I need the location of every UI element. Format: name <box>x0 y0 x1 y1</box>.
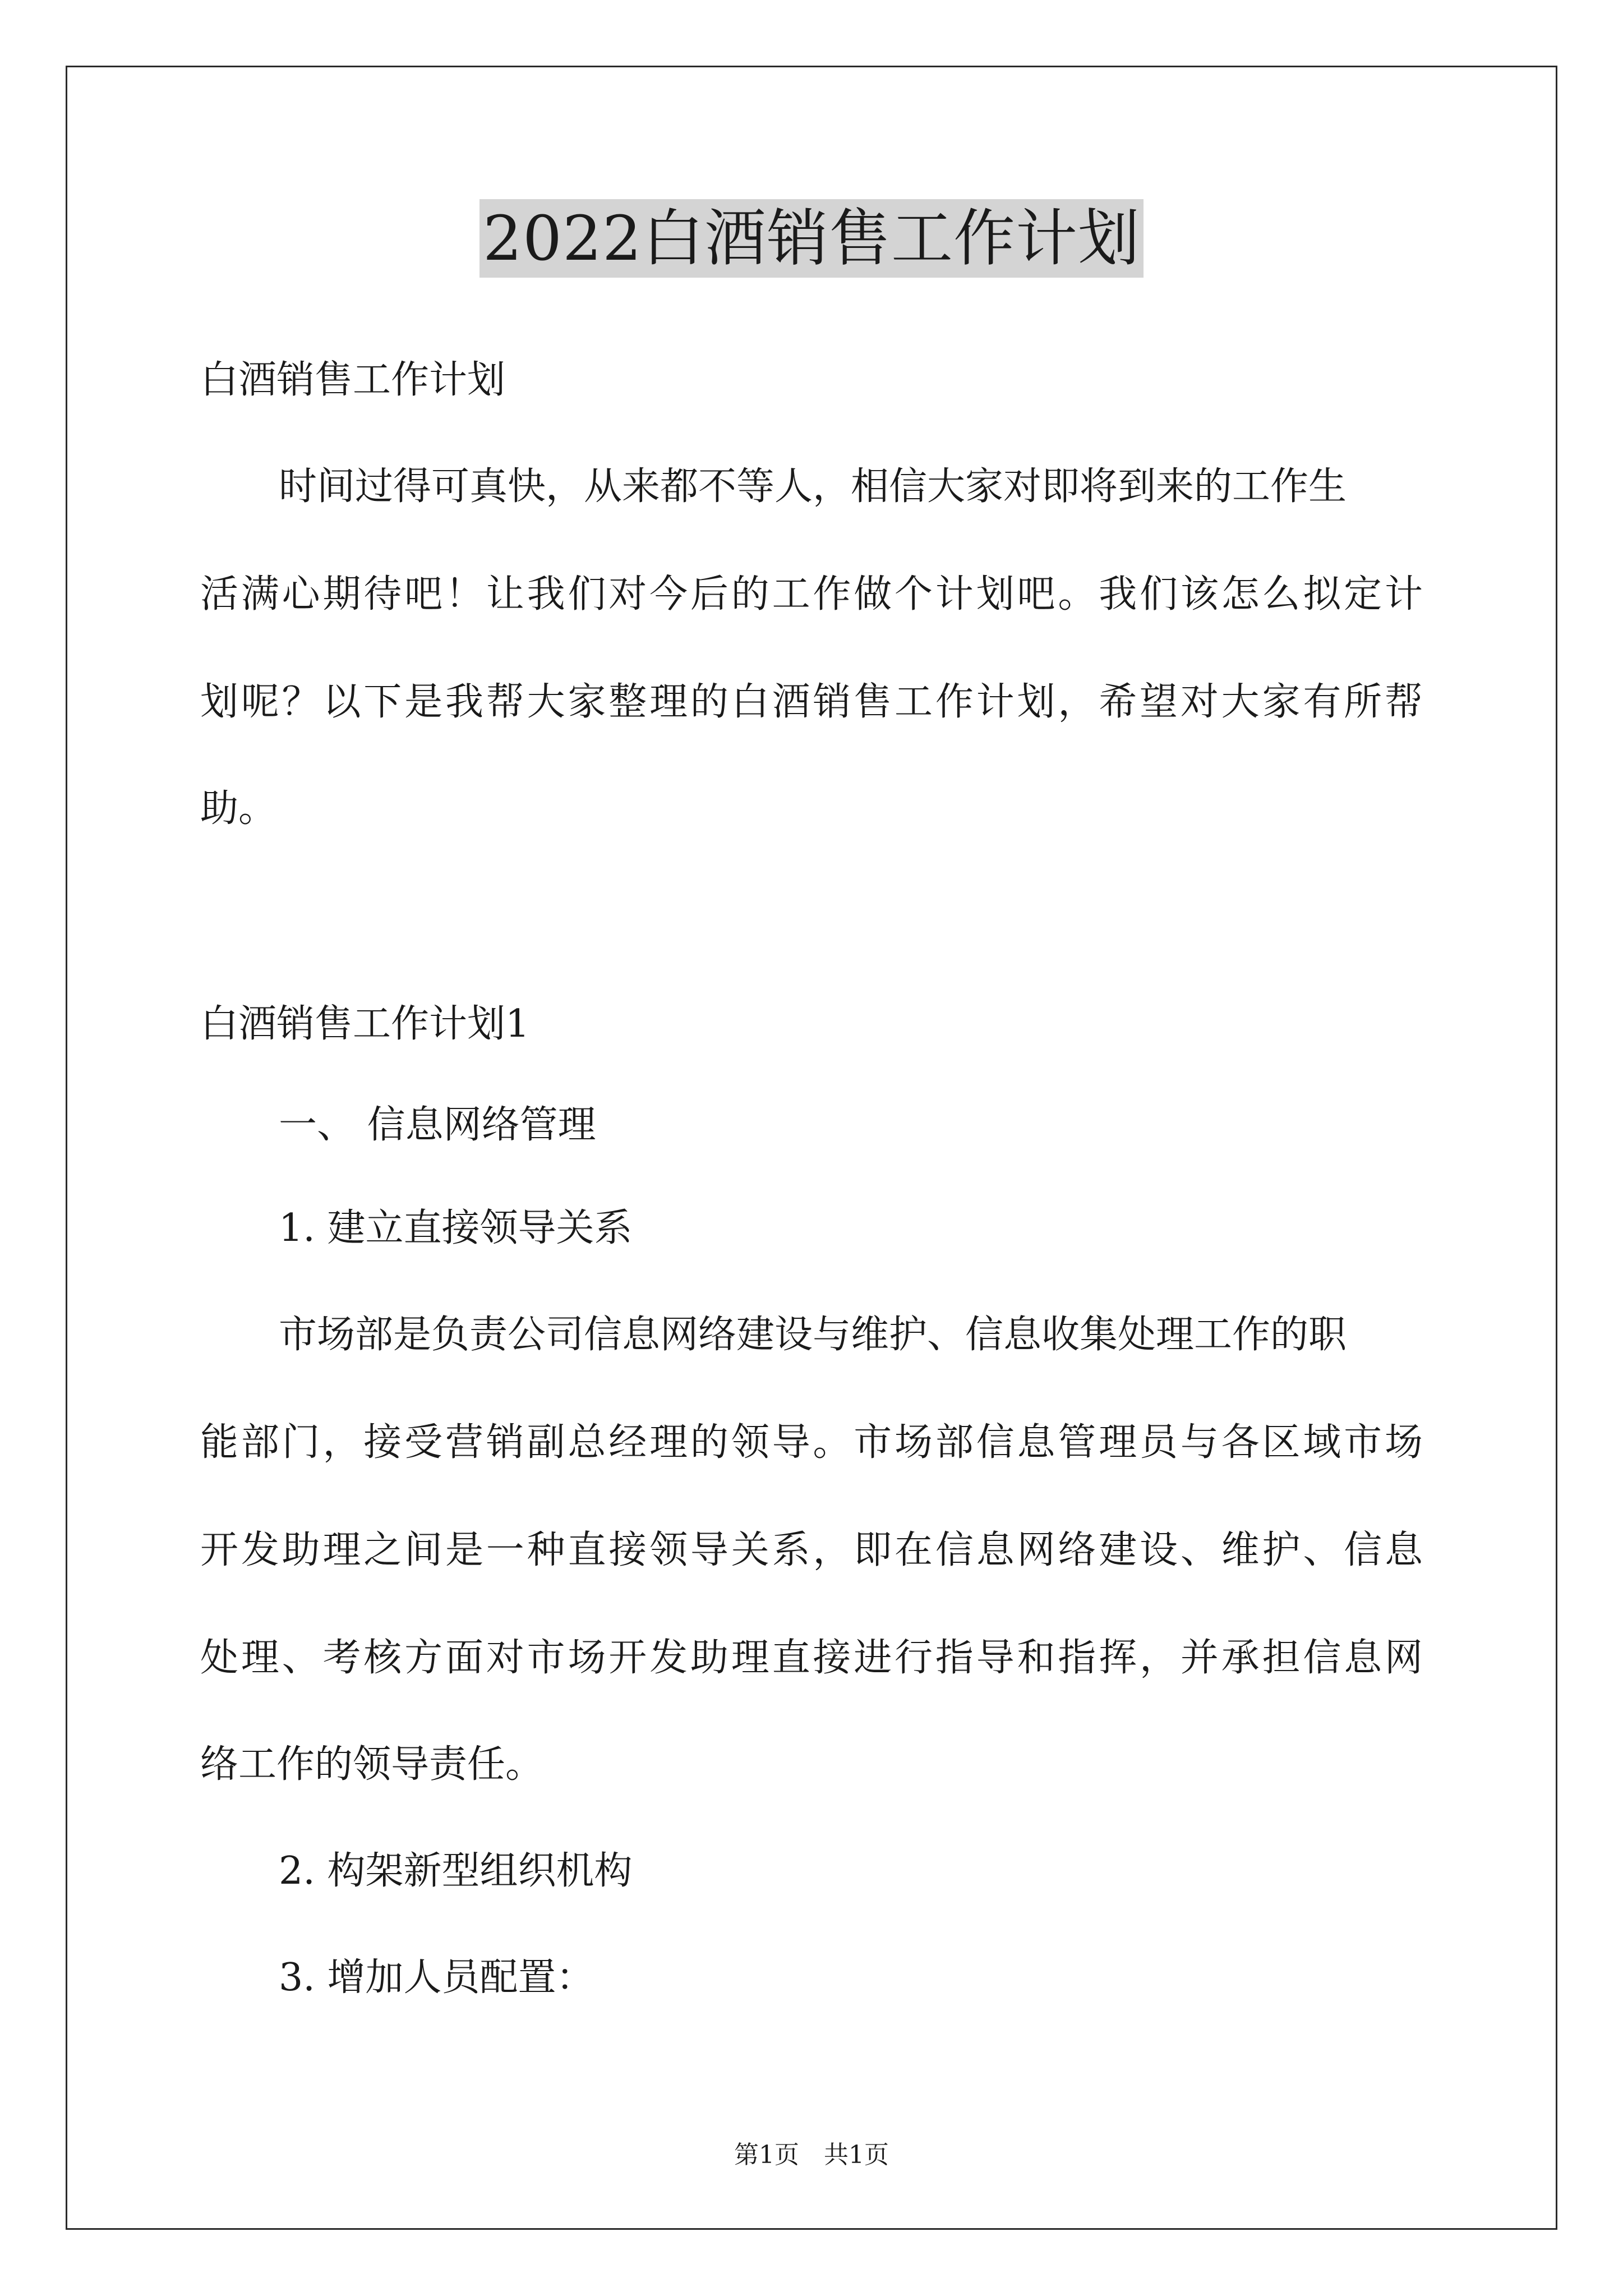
body-line-2: 能部门，接受营销副总经理的领导。市场部信息管理员与各区域市场 <box>200 1420 1423 1465</box>
subtitle: 白酒销售工作计划 <box>200 358 506 402</box>
intro-line-3: 划呢？以下是我帮大家整理的白酒销售工作计划，希望对大家有所帮 <box>200 680 1423 724</box>
body-line-3: 开发助理之间是一种直接领导关系，即在信息网络建设、维护、信息 <box>200 1528 1423 1572</box>
heading-information-network: 一、 信息网络管理 <box>279 1103 596 1147</box>
body-line-1: 市场部是负责公司信息网络建设与维护、信息收集处理工作的职 <box>279 1313 1347 1357</box>
intro-line-1: 时间过得可真快，从来都不等人，相信大家对即将到来的工作生 <box>279 464 1347 509</box>
title-container <box>0 199 1623 278</box>
list-item-3: 3. 增加人员配置： <box>279 1955 594 2000</box>
page-footer: 第1页 共1页 <box>734 2141 889 2169</box>
intro-line-2: 活满心期待吧！让我们对今后的工作做个计划吧。我们该怎么拟定计 <box>200 572 1423 616</box>
body-line-5: 络工作的领导责任。 <box>200 1742 544 1787</box>
section-title: 白酒销售工作计划1 <box>200 1002 530 1046</box>
list-item-1: 1. 建立直接领导关系 <box>279 1206 633 1250</box>
document-title: 2022白酒销售工作计划 <box>479 199 1144 278</box>
list-item-2: 2. 构架新型组织机构 <box>279 1849 633 1893</box>
intro-line-4: 助。 <box>200 786 277 831</box>
body-line-4: 处理、考核方面对市场开发助理直接进行指导和指挥，并承担信息网 <box>200 1636 1423 1680</box>
